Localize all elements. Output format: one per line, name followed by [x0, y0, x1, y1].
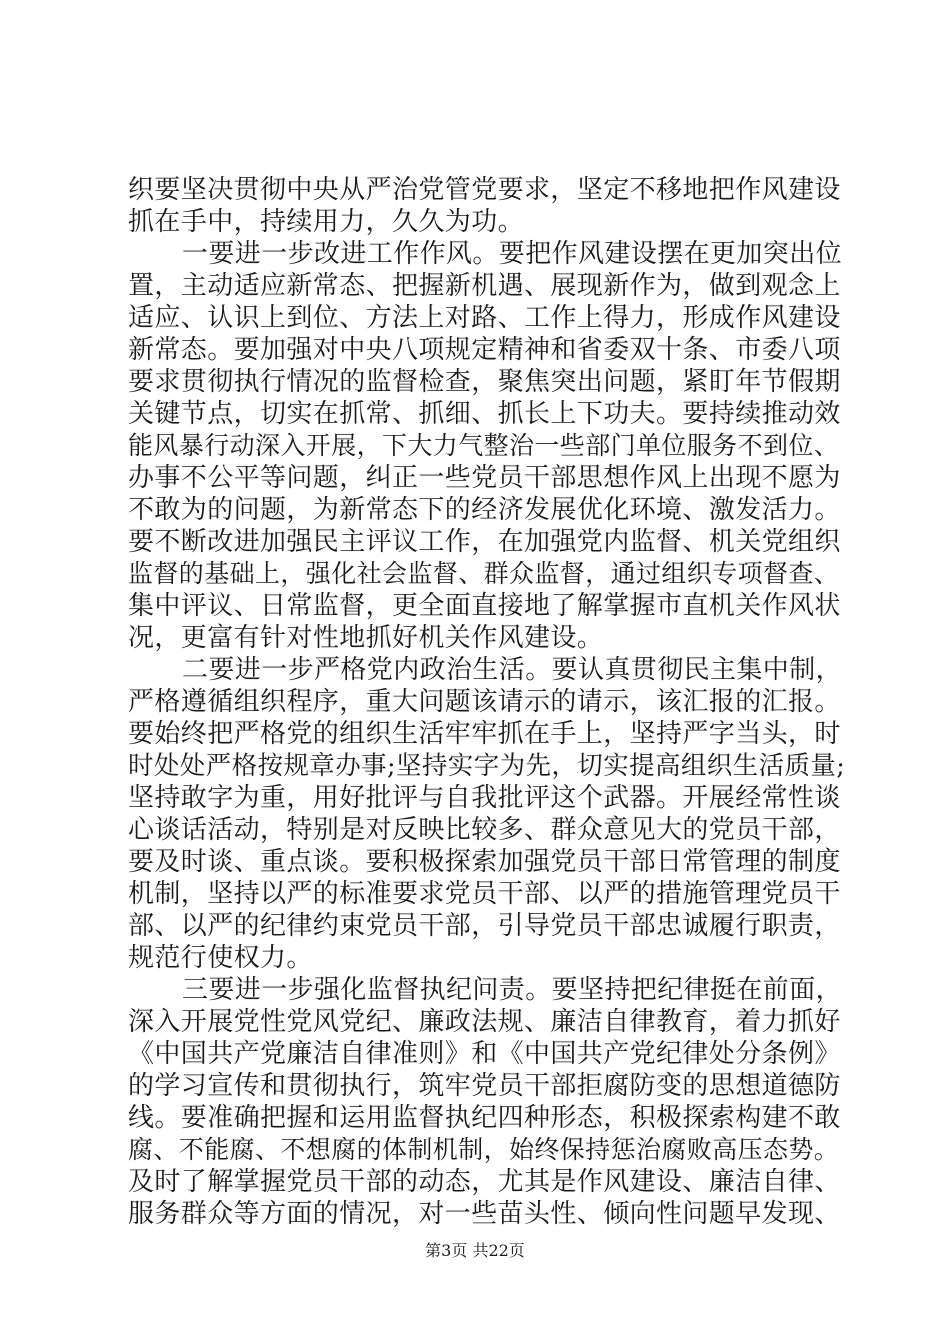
- text-line: 要始终把严格党的组织生活牢牢抓在手上，坚持严字当头，时: [128, 719, 841, 749]
- text-line: 要求贯彻执行情况的监督检查，聚焦突出问题，紧盯年节假期: [128, 367, 841, 397]
- text-line: 集中评议、日常监督，更全面直接地了解掌握市直机关作风状: [128, 591, 841, 621]
- text-line: 《中国共产党廉洁自律准则》和《中国共产党纪律处分条例》: [128, 1039, 841, 1069]
- document-body: [128, 174, 852, 1230]
- text-line: 机制，坚持以严的标准要求党员干部、以严的措施管理党员干: [128, 879, 841, 909]
- text-line: 线。要准确把握和运用监督执纪四种形态，积极探索构建不敢: [128, 1103, 841, 1133]
- text-line: 织要坚决贯彻中央从严治党管党要求，坚定不移地把作风建设: [128, 175, 841, 205]
- text-line: 心谈话活动，特别是对反映比较多、群众意见大的党员干部，: [128, 815, 841, 845]
- text-line: 部、以严的纪律约束党员干部，引导党员干部忠诚履行职责，: [128, 911, 841, 941]
- text-line: 二要进一步严格党内政治生活。要认真贯彻民主集中制，: [182, 655, 843, 685]
- text-line: 况，更富有针对性地抓好机关作风建设。: [128, 623, 604, 653]
- text-line: 办事不公平等问题，纠正一些党员干部思想作风上出现不愿为: [128, 463, 841, 493]
- text-line: 要及时谈、重点谈。要积极探索加强党员干部日常管理的制度: [128, 847, 841, 877]
- text-line: 新常态。要加强对中央八项规定精神和省委双十条、市委八项: [128, 335, 841, 365]
- text-line: 规范行使权力。: [128, 943, 313, 973]
- text-line: 服务群众等方面的情况，对一些苗头性、倾向性问题早发现、: [128, 1199, 841, 1229]
- text-line: 不敢为的问题，为新常态下的经济发展优化环境、激发活力。: [128, 495, 841, 525]
- text-line: 关键节点，切实在抓常、抓细、抓长上下功夫。要持续推动效: [128, 399, 841, 429]
- text-line: 时处处严格按规章办事;坚持实字为先，切实提高组织生活质量;: [128, 751, 846, 781]
- text-line: 监督的基础上，强化社会监督、群众监督，通过组织专项督查、: [128, 559, 840, 588]
- text-line: 三要进一步强化监督执纪问责。要坚持把纪律挺在前面，: [182, 975, 843, 1005]
- text-line: 腐、不能腐、不想腐的体制机制，始终保持惩治腐败高压态势。: [128, 1135, 840, 1164]
- text-line: 置，主动适应新常态、把握新机遇、展现新作为，做到观念上: [128, 271, 841, 301]
- text-line: 深入开展党性党风党纪、廉政法规、廉洁自律教育，着力抓好: [128, 1007, 841, 1037]
- text-line: 一要进一步改进工作作风。要把作风建设摆在更加突出位: [182, 239, 843, 269]
- text-line: 严格遵循组织程序，重大问题该请示的请示，该汇报的汇报。: [128, 687, 841, 717]
- text-line: 要不断改进加强民主评议工作，在加强党内监督、机关党组织: [128, 527, 841, 557]
- text-line: 抓在手中，持续用力，久久为功。: [128, 207, 525, 237]
- text-line: 的学习宣传和贯彻执行，筑牢党员干部拒腐防变的思想道德防: [128, 1071, 841, 1101]
- text-line: 适应、认识上到位、方法上对路、工作上得力，形成作风建设: [128, 303, 841, 333]
- text-line: 坚持敢字为重，用好批评与自我批评这个武器。开展经常性谈: [128, 783, 841, 813]
- text-line: 能风暴行动深入开展，下大力气整治一些部门单位服务不到位、: [128, 431, 840, 460]
- text-line: 及时了解掌握党员干部的动态，尤其是作风建设、廉洁自律、: [128, 1167, 841, 1197]
- page-footer: 第3页 共22页: [425, 1241, 525, 1260]
